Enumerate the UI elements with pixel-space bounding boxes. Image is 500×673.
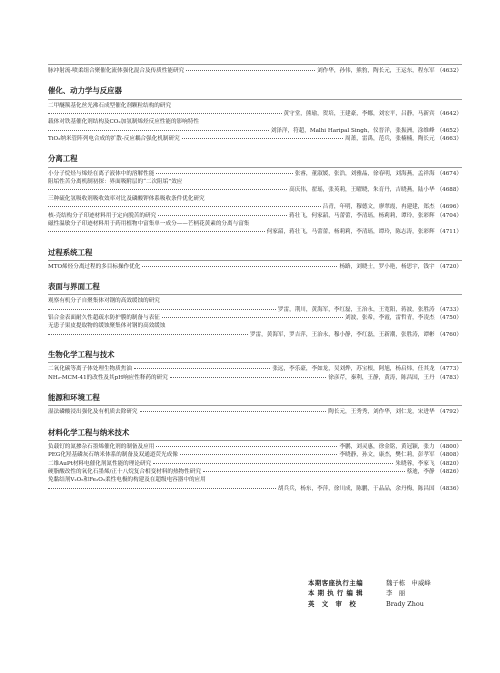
page-number: （4652） xyxy=(436,127,462,134)
dot-leader xyxy=(162,317,343,318)
section-heading: 催化、动力学与反应器 xyxy=(48,86,122,96)
article-authors: 胡兵兵，杨东，李萍，徐川成，陈鹏，于品品，余丹梅，陈昌国 xyxy=(277,485,435,492)
article-title[interactable]: 磁性温敏分子印迹材料用于药用植物中富集单一成分——芒柄花黄素的分离与富集 xyxy=(48,220,250,227)
article-title[interactable]: 铝合金表面耐久性超疏水防护膜的制备与表征 xyxy=(48,315,160,322)
dot-leader xyxy=(48,309,276,310)
article-title[interactable]: 小分子烷烃与烯烃在离子液体中的溶解性能 xyxy=(48,170,155,177)
section-rule xyxy=(48,294,462,295)
article-authors: 黄守堂，熊瑜，贺培，王建豪，李娜，刘宏平，吕静，马新宾 xyxy=(283,110,435,117)
author-line xyxy=(48,306,462,314)
dot-leader xyxy=(48,130,269,131)
toc-entry[interactable] xyxy=(48,102,462,119)
page-number: （4750） xyxy=(436,315,462,322)
editorial-credits xyxy=(308,578,468,609)
section-rule xyxy=(48,64,462,65)
section-rule xyxy=(48,260,462,261)
dot-leader xyxy=(48,334,248,335)
toc-entry[interactable] xyxy=(48,460,462,468)
toc-entry[interactable] xyxy=(48,178,462,195)
section-rule xyxy=(48,167,462,168)
article-title[interactable]: NH₂-MCM-41的改性及其pH响应性释药的研究 xyxy=(48,374,168,381)
dot-leader xyxy=(158,215,287,216)
toc-entry[interactable] xyxy=(48,67,462,75)
article-authors: 张睿，董淑媛，张浩，刘雅晶，徐春明，刘海燕，孟祥海 xyxy=(294,170,435,177)
dot-leader xyxy=(180,454,338,455)
article-authors: 吕青，年明，穆德文，廖翠霞，冉建建，郑杰 xyxy=(322,204,435,211)
article-title[interactable]: 二甲醚羰基化丝光沸石成型催化剂颗粒结构的研究 xyxy=(48,102,172,109)
toc-entry[interactable] xyxy=(48,118,462,135)
page-number: （4792） xyxy=(436,409,462,416)
section-gap xyxy=(48,75,462,79)
dot-leader xyxy=(142,266,337,267)
article-authors: 蒋壮飞，何家韶，马蕾蕾，李清瑶，杨莉莉，谭玲，张彩辉 xyxy=(289,212,435,219)
article-title[interactable]: 二氧化碳等离子体处理生物质焦油 xyxy=(48,366,132,373)
article-authors: 朱晓蓉，李家飞 xyxy=(395,460,435,467)
section-gap xyxy=(48,271,462,275)
article-authors: 陶长元，王秀秀，刘作华，刘仁龙，宋进华 xyxy=(328,409,435,416)
section-gap xyxy=(48,143,462,147)
page-number: （4696） xyxy=(436,204,462,211)
article-authors: 蔡迪，李静 xyxy=(406,468,435,475)
section-gap xyxy=(48,339,462,343)
page-number: （4783） xyxy=(436,374,462,381)
author-line xyxy=(48,485,462,493)
page-number: （4773） xyxy=(436,366,462,373)
author-line xyxy=(48,228,462,236)
author-line xyxy=(48,203,462,211)
toc-entry[interactable] xyxy=(48,476,462,493)
page-number: （4760） xyxy=(436,331,462,338)
article-authors: 何家韶，蒋壮飞，马蕾蕾，杨莉莉，李清瑶，谭玲，陈志涛，张彩辉 xyxy=(266,229,435,236)
page-number: （4674） xyxy=(436,170,462,177)
toc-entry[interactable] xyxy=(48,451,462,459)
toc-entry[interactable] xyxy=(48,408,462,416)
article-authors: 李晓静，孙文，康杰，樊仁莉，彭孝军 xyxy=(339,452,435,459)
dot-leader xyxy=(186,70,315,71)
toc-entry[interactable] xyxy=(48,468,462,476)
article-title[interactable]: 三种硫化氢吸收剂吸收效率对比及磷酸钾体系吸收条件优化研究 xyxy=(48,195,205,202)
dot-leader xyxy=(170,377,326,378)
editor-role: 本 期 执 行 编 辑 xyxy=(308,589,363,598)
section-gap xyxy=(48,382,462,386)
article-authors: 张远，李乐豪，李如龙，吴刘烨，苏宝根，阿旭，杨启炜，任其龙 xyxy=(272,366,435,373)
dot-leader xyxy=(48,113,282,114)
toc-entry[interactable] xyxy=(48,263,462,271)
article-title[interactable]: 二维AuPt材料电催化剂氮性能的理论研究 xyxy=(48,460,152,467)
editor-credit xyxy=(308,588,468,598)
article-title[interactable]: TiO₂纳米管阵列电合成的扩散-反应耦合强化机制研究 xyxy=(48,136,180,143)
section-rule xyxy=(48,440,462,441)
article-title[interactable]: 无患子果皮提取物的缓蚀聚集体对钢的高效缓蚀 xyxy=(48,323,166,330)
article-title[interactable]: PEG化羟基磷灰石纳米体系的制备及双通道荧光成像 xyxy=(48,452,178,459)
editor-role: 英 文 审 校 xyxy=(308,599,357,608)
dot-leader xyxy=(48,231,265,232)
dot-leader xyxy=(140,411,327,412)
article-title[interactable]: 湿法磷酸浸出强化及有机质去除研究 xyxy=(48,409,138,416)
toc-entry[interactable] xyxy=(48,322,462,339)
article-title[interactable]: 载体对铁基催化剂结构及CO₂加氢制烯烃反应性能的影响特性 xyxy=(48,119,199,126)
toc-entry[interactable] xyxy=(48,220,462,237)
toc-entry[interactable] xyxy=(48,365,462,373)
toc-entry[interactable] xyxy=(48,170,462,178)
article-authors: 刘作华，孙伟，熊豹，陶长元，王运东，程东军 xyxy=(317,68,435,74)
dot-leader xyxy=(182,138,343,139)
dot-leader xyxy=(48,206,321,207)
toc-entry[interactable] xyxy=(48,135,462,143)
page-number: （4704） xyxy=(436,212,462,219)
section-heading: 分离工程 xyxy=(48,154,78,164)
article-authors: 刘泽洋，符超，Malhi Haripal Singh，仪晋洋，张振洲，涂维峰 xyxy=(270,127,435,134)
toc-entry[interactable] xyxy=(48,212,462,220)
editor-credit xyxy=(308,599,468,609)
article-authors: 刘波，张希，李霞，雷哲青，李凌杰 xyxy=(345,315,435,322)
article-authors: 杨路，刘晓士，罗小艳，杨思宇，钱宇 xyxy=(339,263,435,270)
dot-leader xyxy=(134,368,270,369)
author-line xyxy=(48,110,462,118)
editor-name: 魏子栋 申威峰 xyxy=(386,579,431,587)
section-heading: 表面与界面工程 xyxy=(48,282,100,292)
article-authors: 罗雷，荆川，黄海军，李红磊，王治永，王宽阳，蒋波，张胜涛 xyxy=(277,306,435,313)
section-gap xyxy=(48,417,462,421)
article-title[interactable]: 脉冲射流-喷柔组合聚催化流体强化混合及传质性能研究 xyxy=(48,68,185,74)
page-number: （4642） xyxy=(436,110,462,117)
author-line xyxy=(48,186,462,194)
toc-entry[interactable] xyxy=(48,374,462,382)
article-title[interactable]: 硬脂酸改性的氧化石墨烯/正十八烷复合相变材料的热物性研究 xyxy=(48,468,201,475)
section-rule xyxy=(48,405,462,406)
article-title[interactable]: 核-壳结构分子印迹材料用于定向脱苦的研究 xyxy=(48,212,157,219)
article-title[interactable]: 负载钌的氮掺杂石墨烯催化剂的制备及应用 xyxy=(48,443,155,450)
article-authors: 徐彦芹，秦利，王静，黄涛，陈昌国，王丹 xyxy=(328,374,435,381)
table-of-contents xyxy=(48,62,462,497)
dot-leader xyxy=(48,189,287,190)
article-title[interactable]: MTO烯烃分离过程的多目标操作优化 xyxy=(48,263,141,270)
section-rule xyxy=(48,99,462,100)
section-heading: 过程系统工程 xyxy=(48,247,93,257)
section-gap xyxy=(48,237,462,241)
editor-credit xyxy=(308,578,468,588)
page-number: （4720） xyxy=(436,263,462,270)
page-number: （4820） xyxy=(436,460,462,467)
toc-entry[interactable] xyxy=(48,297,462,314)
toc-entry[interactable] xyxy=(48,314,462,322)
author-line xyxy=(48,331,462,339)
dot-leader xyxy=(203,471,405,472)
dot-leader xyxy=(156,446,337,447)
page-number: （4800） xyxy=(436,443,462,450)
article-authors: 罗雷，黄海军，罗吉萍，王治永，穆小静，李红磊，王新潮，张胜涛，谭彬 xyxy=(249,331,435,338)
page-number: （4688） xyxy=(436,187,462,194)
article-authors: 高庆伟，翟瑶，张英莉，王曜晓，朱育丹，吉晓燕，陆小华 xyxy=(289,187,435,194)
article-authors: 李鹏，刘灵惠，徐金铭，黄冠颖，张力 xyxy=(339,443,435,450)
editor-name: 李 丽 xyxy=(386,589,406,598)
page-number: （4733） xyxy=(436,306,462,313)
page-number: （4826） xyxy=(436,468,462,475)
section-heading: 能源和环境工程 xyxy=(48,393,100,403)
dot-leader xyxy=(153,463,393,464)
page-number: （4711） xyxy=(436,229,462,236)
section-rule xyxy=(48,362,462,363)
dot-leader xyxy=(48,488,276,489)
page-number: （4663） xyxy=(436,136,462,143)
article-title[interactable]: 免黏结剂V₂O₅和Fe₂O₃柔性电极的构建及在超级电容器中的应用 xyxy=(48,477,206,484)
editor-name: Brady Zhou xyxy=(386,599,424,608)
section-heading: 材料化学工程与纳米技术 xyxy=(48,427,130,437)
author-line xyxy=(48,127,462,135)
article-title[interactable]: 观察有机分子自聚集体对钢的高效缓蚀的研究 xyxy=(48,298,160,305)
toc-entry[interactable] xyxy=(48,195,462,212)
toc-entry[interactable] xyxy=(48,443,462,451)
dot-leader xyxy=(156,173,292,174)
section-heading: 生物化学工程与技术 xyxy=(48,350,115,360)
page-number: （4808） xyxy=(436,452,462,459)
article-title[interactable]: 阻垢性苦分离机制初探：界面吸附层的“二次阻垢”效应 xyxy=(48,178,183,185)
section-gap xyxy=(48,493,462,497)
article-authors: 周萧，雷禹，范兵，张楠楠，陶长元 xyxy=(345,136,435,143)
page-number: （4632） xyxy=(436,68,462,74)
editor-role: 本期客座执行主编 xyxy=(308,579,364,587)
page-number: （4836） xyxy=(436,485,462,492)
